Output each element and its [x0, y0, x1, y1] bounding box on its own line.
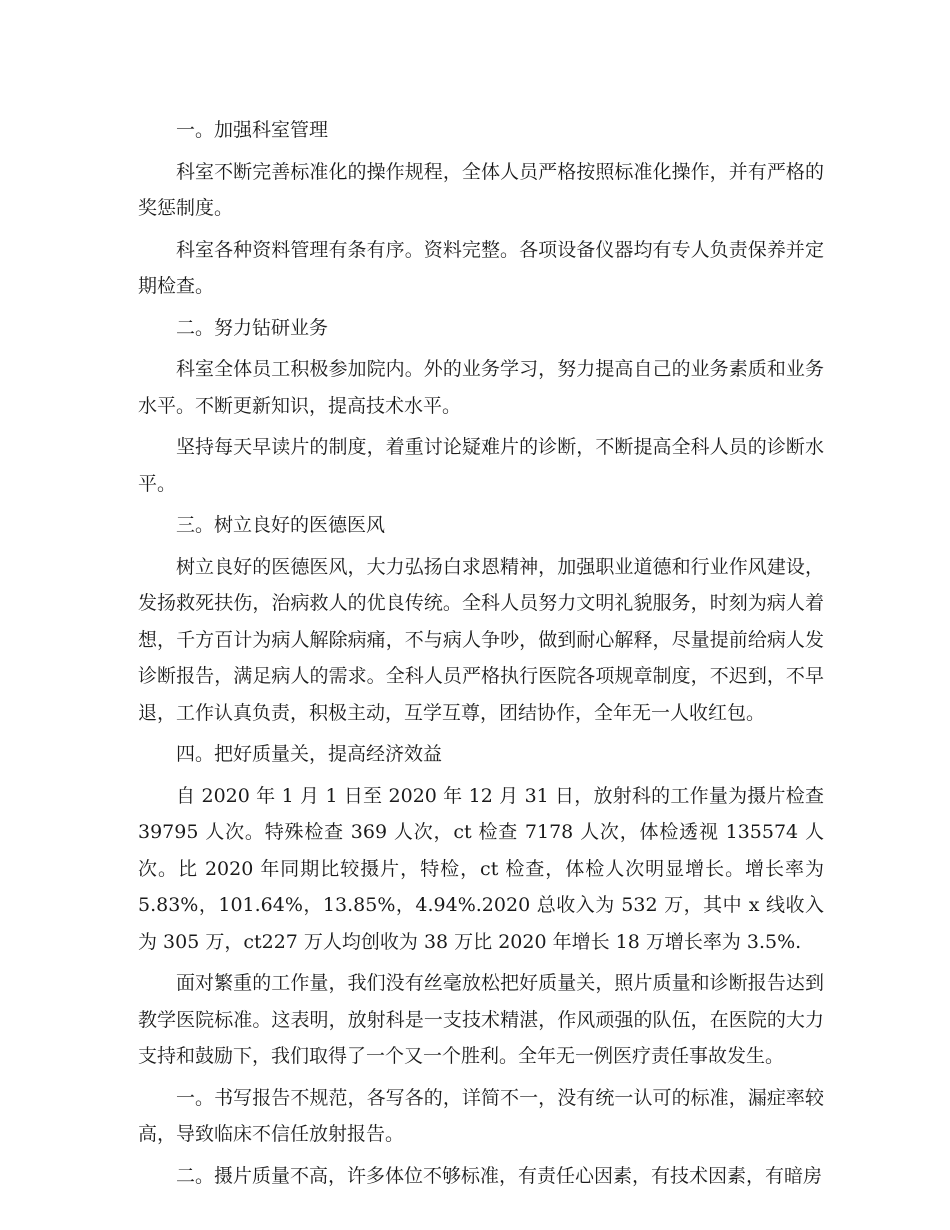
document-page	[138, 112, 824, 1199]
paragraph: 一。书写报告不规范，各写各的，详简不一，没有统一认可的标准，漏症率较高，导致临床不信任放射报告。	[138, 1086, 824, 1145]
paragraph: 二。摄片质量不高，许多体位不够标准，有责任心因素，有技术因素，有暗房	[176, 1164, 823, 1187]
paragraph: 面对繁重的工作量，我们没有丝毫放松把好质量关，照片质量和诊断报告达到教学医院标准。这表明，放射科是一支技术精湛，作风顽强的队伍，在医院的大力支持和鼓励下，我们取得了一个又一个胜利。全年无一例医疗责任事故发生。	[138, 972, 824, 1067]
section-heading-1: 一。加强科室管理	[176, 119, 329, 141]
paragraph: 树立良好的医德医风，大力弘扬白求恩精神，加强职业道德和行业作风建设，发扬救死扶伤，治病救人的优良传统。全科人员努力文明礼貌服务，时刻为病人着想，千方百计为病人解除病痛，不与病人争吵，做到耐心解释，尽量提前给病人发诊断报告，满足病人的需求。全科人员严格执行医院各项规章制度，不迟到，不早退，工作认真负责，积极主动，互学互尊，团结协作，全年无一人收红包。	[138, 555, 824, 724]
paragraph: 科室各种资料管理有条有序。资料完整。各项设备仪器均有专人负责保养并定期检查。	[138, 238, 824, 297]
section-heading-3: 三。树立良好的医德医风	[176, 514, 386, 536]
paragraph: 自 2020 年 1 月 1 日至 2020 年 12 月 31 日，放射科的工作量为摄片检查 39795 人次。特殊检查 369 人次，ct 检查 7178 人次，体检透视 135574 人次。比 2020 年同期比较摄片，特检，ct 检查，体检人次明显增长。增长率为 5.83%，101.64%，13.85%，4.94%.2020 总收入为 532 万，其中 x 线收入为 305 万，ct227 万人均创收为 38 万比 2020 年增长 18 万增长率为 3.5%.	[138, 784, 824, 953]
paragraph: 科室不断完善标准化的操作规程，全体人员严格按照标准化操作，并有严格的奖惩制度。	[138, 160, 824, 219]
paragraph: 坚持每天早读片的制度，着重讨论疑难片的诊断，不断提高全科人员的诊断水平。	[138, 436, 824, 495]
paragraph: 科室全体员工积极参加院内。外的业务学习，努力提高自己的业务素质和业务水平。不断更新知识，提高技术水平。	[138, 358, 824, 417]
section-heading-2: 二。努力钻研业务	[176, 316, 329, 339]
section-heading-4: 四。把好质量关，提高经济效益	[176, 743, 443, 765]
